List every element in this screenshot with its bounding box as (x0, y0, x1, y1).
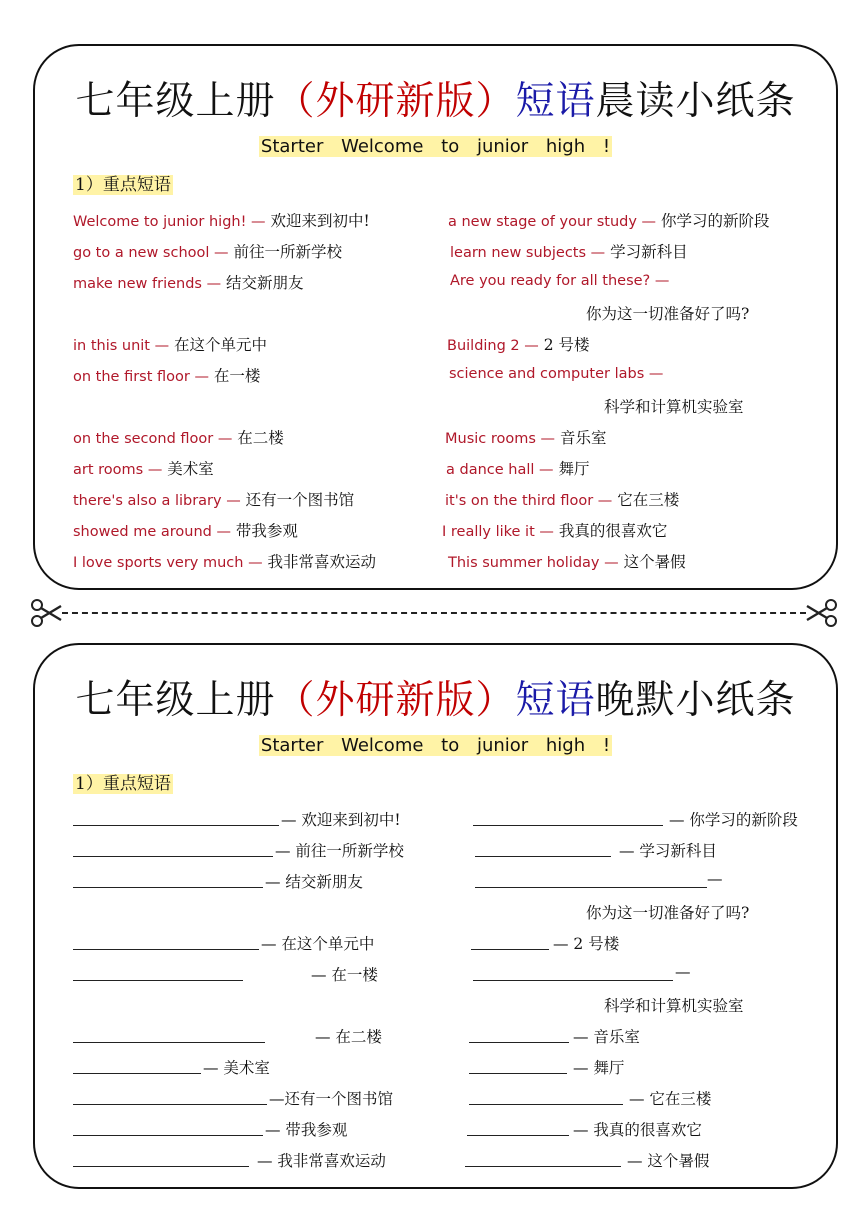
answer-blank[interactable] (469, 1104, 623, 1105)
phrase-row: Are you ready for all these? — (450, 273, 670, 289)
phrase-row: go to a new school — 前往一所新学校 (73, 243, 342, 261)
phrase-row: I really like it — 我真的很喜欢它 (442, 522, 668, 540)
prompt-text: — 在二楼 (315, 1028, 382, 1046)
phrase-row: This summer holiday — 这个暑假 (448, 553, 686, 571)
prompt-text: 你为这一切准备好了吗? (586, 904, 750, 922)
answer-blank[interactable] (475, 887, 707, 888)
prompt-text: — 美术室 (203, 1059, 270, 1077)
phrase-row: Welcome to junior high! — 欢迎来到初中! (73, 212, 370, 230)
answer-blank[interactable] (473, 825, 663, 826)
title-grade: 七年级上册 (75, 79, 276, 124)
phrase-row: on the second floor — 在二楼 (73, 429, 284, 447)
prompt-text: — 你学习的新阶段 (669, 811, 798, 829)
title-phrases: 短语 (515, 678, 596, 723)
answer-blank[interactable] (73, 1135, 263, 1136)
prompt-text: — 我真的很喜欢它 (573, 1121, 702, 1139)
morning-reading-card (33, 44, 838, 590)
answer-blank[interactable] (465, 1166, 621, 1167)
phrase-row: a new stage of your study — 你学习的新阶段 (448, 212, 770, 230)
phrase-row: make new friends — 结交新朋友 (73, 274, 304, 292)
prompt-text: 科学和计算机实验室 (604, 997, 744, 1015)
answer-blank[interactable] (471, 949, 549, 950)
phrase-row: there's also a library — 还有一个图书馆 (73, 491, 355, 509)
prompt-text: — (675, 963, 691, 981)
title-edition: （外研新版） (275, 79, 516, 124)
answer-blank[interactable] (73, 825, 279, 826)
prompt-text: — 舞厅 (573, 1059, 625, 1077)
answer-blank[interactable] (473, 980, 673, 981)
title-phrases: 短语 (515, 79, 596, 124)
prompt-text: — 欢迎来到初中! (281, 811, 401, 829)
answer-blank[interactable] (73, 1042, 265, 1043)
prompt-text: — 2 号楼 (553, 935, 620, 953)
prompt-text: — 在一楼 (311, 966, 378, 984)
title-grade: 七年级上册 (75, 678, 276, 723)
phrase-row: it's on the third floor — 它在三楼 (445, 491, 680, 509)
phrase-row: science and computer labs — (449, 366, 664, 382)
answer-blank[interactable] (73, 1104, 267, 1105)
prompt-text: — 学习新科目 (619, 842, 717, 860)
phrase-row: in this unit — 在这个单元中 (73, 336, 268, 354)
answer-blank[interactable] (73, 1073, 201, 1074)
answer-blank[interactable] (73, 1166, 249, 1167)
phrase-row: I love sports very much — 我非常喜欢运动 (73, 553, 377, 571)
prompt-text: — (707, 870, 723, 888)
unit-subtitle: Starter Welcome to junior high ! (260, 136, 611, 157)
prompt-text: — 在这个单元中 (261, 935, 375, 953)
answer-blank[interactable] (467, 1135, 569, 1136)
phrase-row: 科学和计算机实验室 (604, 398, 744, 416)
cut-line (62, 612, 806, 614)
phrase-row: 你为这一切准备好了吗? (586, 305, 750, 323)
title-edition: （外研新版） (275, 678, 516, 723)
answer-blank[interactable] (73, 980, 243, 981)
card-title (35, 669, 836, 725)
prompt-text: —还有一个图书馆 (269, 1090, 394, 1108)
prompt-text: — 它在三楼 (629, 1090, 712, 1108)
section-heading: 1）重点短语 (75, 175, 171, 195)
phrase-row: showed me around — 带我参观 (73, 522, 298, 540)
answer-blank[interactable] (475, 856, 611, 857)
evening-dictation-card (33, 643, 838, 1189)
answer-blank[interactable] (469, 1042, 569, 1043)
scissors-icon (30, 598, 64, 628)
prompt-text: — 我非常喜欢运动 (257, 1152, 386, 1170)
answer-blank[interactable] (469, 1073, 567, 1074)
answer-blank[interactable] (73, 887, 263, 888)
title-note: 晨读小纸条 (595, 79, 796, 124)
section-heading: 1）重点短语 (75, 774, 171, 794)
phrase-row: a dance hall — 舞厅 (446, 460, 590, 478)
prompt-text: — 这个暑假 (627, 1152, 710, 1170)
phrase-row: on the first floor — 在一楼 (73, 367, 261, 385)
prompt-text: — 结交新朋友 (265, 873, 363, 891)
phrase-row: learn new subjects — 学习新科目 (450, 243, 688, 261)
phrase-row: Building 2 — 2 号楼 (447, 336, 590, 354)
prompt-text: — 前往一所新学校 (275, 842, 404, 860)
unit-subtitle: Starter Welcome to junior high ! (260, 735, 611, 756)
answer-blank[interactable] (73, 856, 273, 857)
prompt-text: — 音乐室 (573, 1028, 640, 1046)
card-title (35, 70, 836, 126)
prompt-text: — 带我参观 (265, 1121, 348, 1139)
scissors-icon (804, 598, 838, 628)
answer-blank[interactable] (73, 949, 259, 950)
title-note: 晚默小纸条 (595, 678, 796, 723)
phrase-row: art rooms — 美术室 (73, 460, 214, 478)
phrase-row: Music rooms — 音乐室 (445, 429, 607, 447)
